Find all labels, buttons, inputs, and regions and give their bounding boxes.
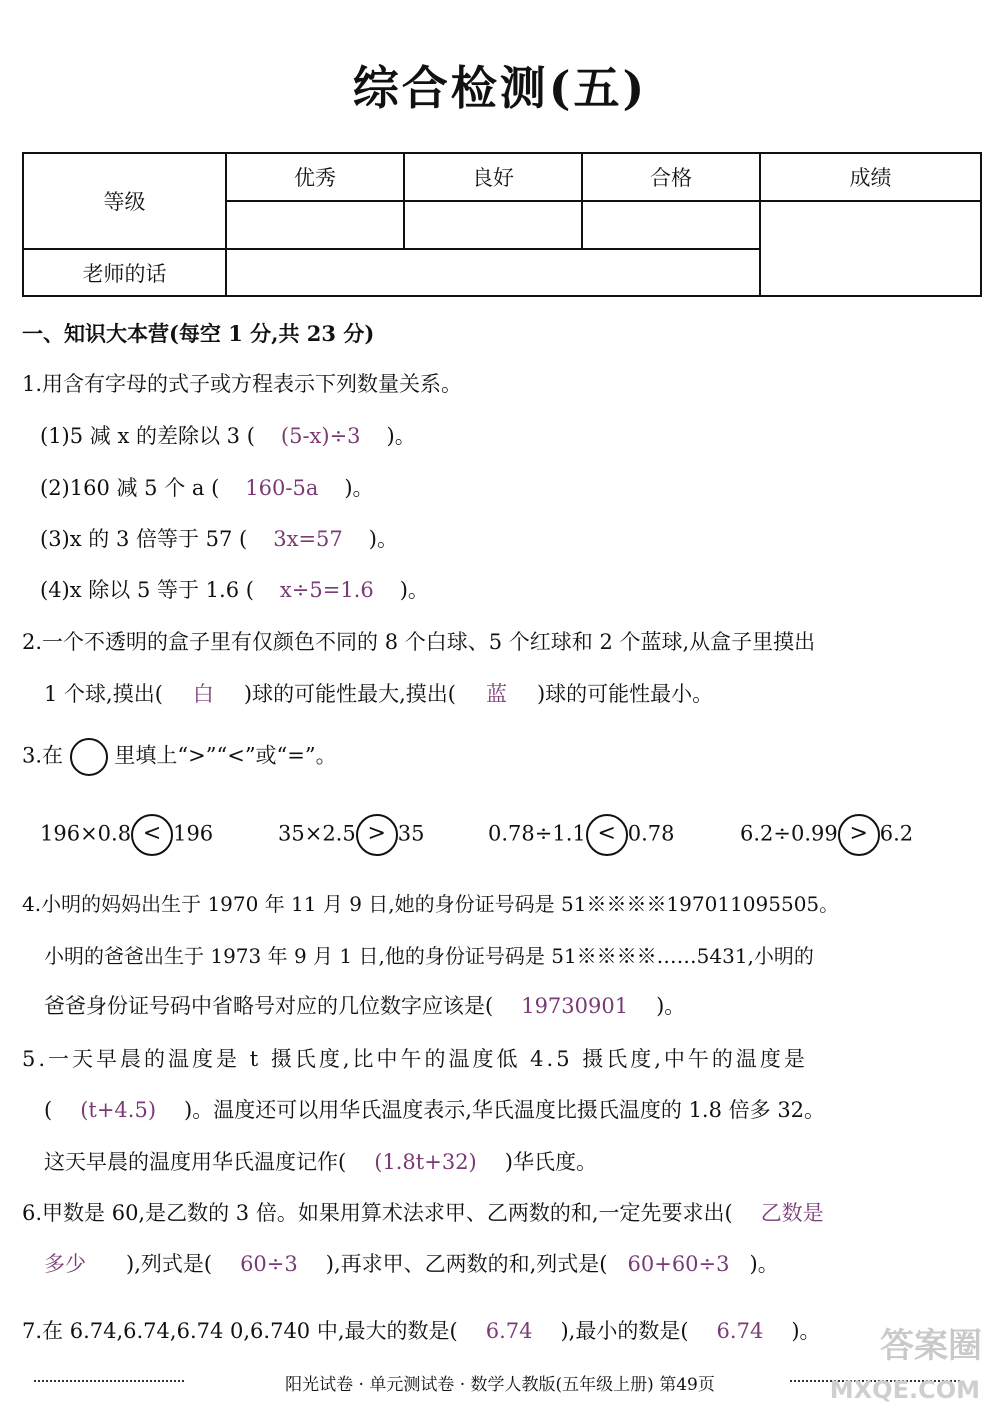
q2-answer-least: 蓝 bbox=[485, 682, 507, 706]
q7-text-c: )。 bbox=[791, 1319, 821, 1343]
q5-answer-noon: (t+4.5) bbox=[80, 1098, 157, 1122]
teacher-label: 老师的话 bbox=[23, 249, 226, 296]
q5-text-d: )华氏度。 bbox=[504, 1150, 597, 1174]
q4-line3 bbox=[44, 990, 685, 1020]
q5-text-b: )。温度还可以用华氏温度表示,华氏温度比摄氏温度的 1.8 倍多 32。 bbox=[184, 1098, 826, 1122]
q6-answer-part2: 多少 bbox=[44, 1252, 86, 1276]
q1-part4 bbox=[40, 574, 429, 604]
q4-line2: 小明的爸爸出生于 1973 年 9 月 1 日,他的身份证号码是 51※※※※……5431,小明的 bbox=[44, 944, 814, 968]
q4-text-b: )。 bbox=[656, 994, 686, 1018]
q1-p1-end: )。 bbox=[386, 424, 416, 448]
q1-p2-text: (2)160 减 5 个 a ( bbox=[40, 476, 220, 500]
grade-table bbox=[22, 152, 982, 297]
q3-item-answer: > bbox=[838, 814, 880, 856]
q3-text-post: 里填上“>”“<”或“=”。 bbox=[114, 743, 337, 768]
page-title: 综合检测(五) bbox=[352, 61, 648, 115]
q3-item-3 bbox=[488, 814, 675, 856]
q3-stem bbox=[22, 738, 337, 776]
q3-item-answer: < bbox=[131, 814, 173, 856]
q5-text-a: ( bbox=[44, 1098, 53, 1122]
q7-text-b: ),最小的数是( bbox=[560, 1319, 689, 1343]
q7-answer-min: 6.74 bbox=[716, 1319, 764, 1343]
q7-line bbox=[22, 1315, 821, 1345]
q1-p1-answer: (5-x)÷3 bbox=[280, 424, 361, 448]
q6-answer-formula2: 60+60÷3 bbox=[627, 1252, 730, 1276]
q3-item-answer: < bbox=[586, 814, 628, 856]
q3-text-pre: 3.在 bbox=[22, 743, 64, 768]
pass-cell bbox=[582, 201, 760, 249]
q2-text-b: )球的可能性最大,摸出( bbox=[243, 682, 456, 706]
q3-item-left: 35×2.5 bbox=[278, 821, 356, 846]
q1-p3-text: (3)x 的 3 倍等于 57 ( bbox=[40, 527, 248, 551]
q6-answer-part1: 乙数是 bbox=[760, 1201, 824, 1225]
q2-line1: 2.一个不透明的盒子里有仅颜色不同的 8 个白球、5 个红球和 2 个蓝球,从盒子里摸出 bbox=[22, 630, 816, 654]
teacher-comment-cell bbox=[226, 249, 760, 296]
q3-item-right: 35 bbox=[397, 821, 425, 846]
excellent-cell bbox=[226, 201, 404, 249]
q1-p4-end: )。 bbox=[399, 578, 429, 602]
q6-text-a: 6.甲数是 60,是乙数的 3 倍。如果用算术法求甲、乙两数的和,一定先要求出( bbox=[22, 1201, 733, 1225]
q3-item-4 bbox=[740, 814, 913, 856]
q6-text-c: ),再求甲、乙两数的和,列式是( bbox=[325, 1252, 608, 1276]
q6-text-b: ),列式是( bbox=[126, 1252, 213, 1276]
q5-line2 bbox=[44, 1094, 825, 1124]
q6-line1 bbox=[22, 1197, 824, 1227]
q1-p4-text: (4)x 除以 5 等于 1.6 ( bbox=[40, 578, 254, 602]
q3-item-left: 0.78÷1.1 bbox=[488, 821, 586, 846]
q1-part3 bbox=[40, 523, 398, 553]
q5-line1: 5.一天早晨的温度是 t 摄氏度,比中午的温度低 4.5 摄氏度,中午的温度是 bbox=[22, 1047, 808, 1071]
q1-p4-answer: x÷5=1.6 bbox=[279, 578, 374, 602]
good-cell bbox=[404, 201, 582, 249]
q7-answer-max: 6.74 bbox=[485, 1319, 533, 1343]
col-pass: 合格 bbox=[582, 153, 760, 201]
watermark-url: MXQE.COM bbox=[829, 1376, 980, 1404]
q3-item-2 bbox=[278, 814, 424, 856]
q3-item-right: 0.78 bbox=[627, 821, 675, 846]
score-cell bbox=[760, 201, 981, 296]
q3-item-right: 196 bbox=[173, 821, 214, 846]
q3-item-left: 6.2÷0.99 bbox=[740, 821, 838, 846]
q2-text-a: 1 个球,摸出( bbox=[44, 682, 163, 706]
q4-line1: 4.小明的妈妈出生于 1970 年 11 月 9 日,她的身份证号码是 51※※※※197011095505。 bbox=[22, 892, 840, 916]
q1-part2 bbox=[40, 472, 374, 502]
q7-text-a: 7.在 6.74,6.74,6.74 0,6.740 中,最大的数是( bbox=[22, 1319, 458, 1343]
q3-item-1 bbox=[40, 814, 213, 856]
q3-item-right: 6.2 bbox=[879, 821, 914, 846]
q4-answer: 19730901 bbox=[521, 994, 629, 1018]
q5-text-c: 这天早晨的温度用华氏温度记作( bbox=[44, 1150, 347, 1174]
q2-line2 bbox=[44, 678, 713, 708]
q1-p2-answer: 160-5a bbox=[245, 476, 319, 500]
q1-part1 bbox=[40, 420, 416, 450]
q2-answer-most: 白 bbox=[192, 682, 214, 706]
q6-answer-formula1: 60÷3 bbox=[240, 1252, 298, 1276]
q1-stem: 1.用含有字母的式子或方程表示下列数量关系。 bbox=[22, 372, 463, 396]
page-footer: 阳光试卷 · 单元测试卷 · 数学人教版(五年级上册) 第49页 bbox=[285, 1375, 715, 1395]
q3-item-left: 196×0.8 bbox=[40, 821, 132, 846]
q1-p2-end: )。 bbox=[344, 476, 374, 500]
q5-answer-fahrenheit: (1.8t+32) bbox=[374, 1150, 477, 1174]
q5-line3 bbox=[44, 1146, 597, 1176]
q3-item-answer: > bbox=[356, 814, 398, 856]
col-excellent: 优秀 bbox=[226, 153, 404, 201]
q6-line2 bbox=[44, 1248, 779, 1278]
watermark-logo: 答案圈 bbox=[880, 1326, 982, 1366]
q6-text-d: )。 bbox=[749, 1252, 779, 1276]
section-heading: 一、知识大本营(每空 1 分,共 23 分) bbox=[22, 321, 375, 346]
col-score: 成绩 bbox=[760, 153, 981, 201]
q1-p3-end: )。 bbox=[368, 527, 398, 551]
q2-text-c: )球的可能性最小。 bbox=[536, 682, 714, 706]
col-good: 良好 bbox=[404, 153, 582, 201]
grade-label: 等级 bbox=[23, 153, 226, 249]
empty-circle-icon bbox=[70, 738, 108, 776]
q1-p1-text: (1)5 减 x 的差除以 3 ( bbox=[40, 424, 255, 448]
q4-text-a: 爸爸身份证号码中省略号对应的几位数字应该是( bbox=[44, 994, 494, 1018]
q1-p3-answer: 3x=57 bbox=[273, 527, 343, 551]
